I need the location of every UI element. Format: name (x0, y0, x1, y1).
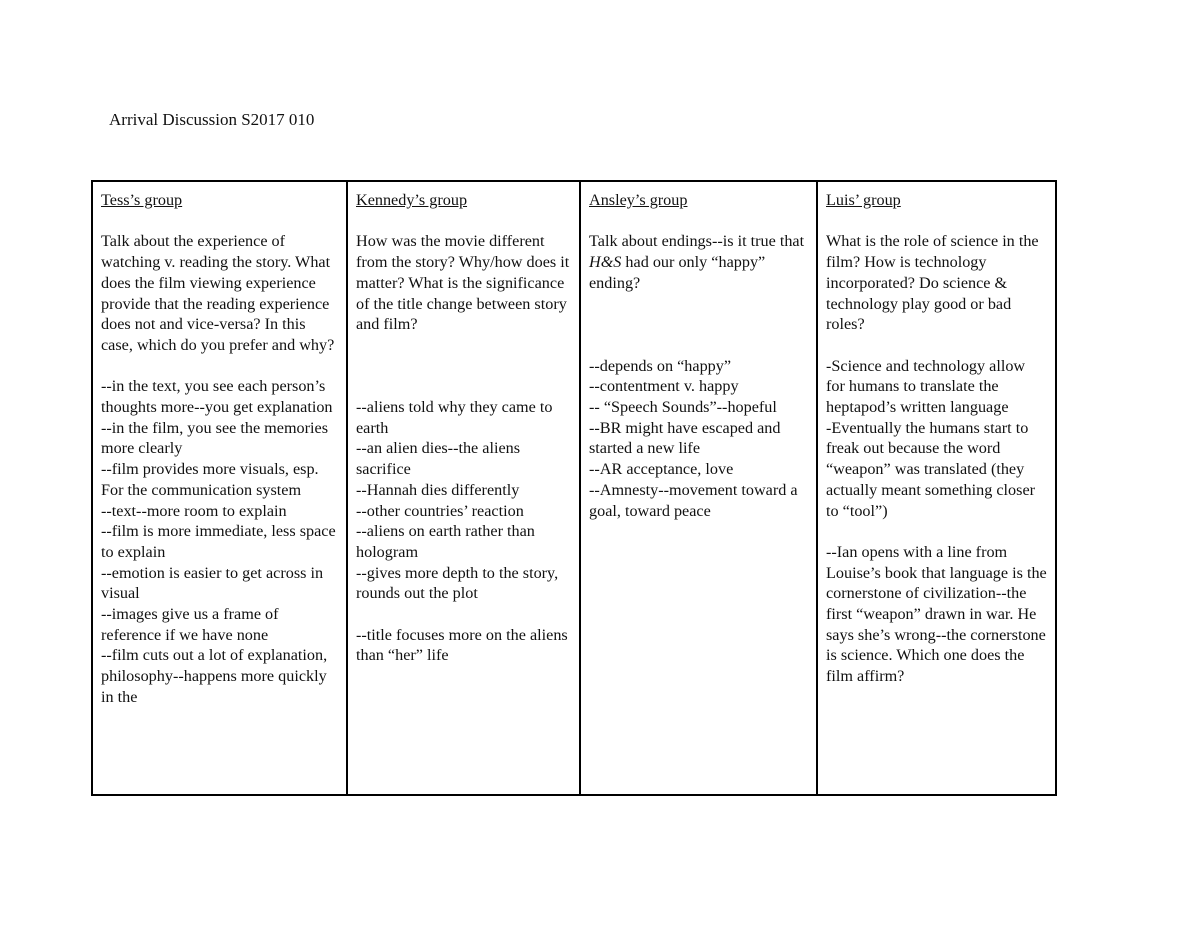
discussion-notes-secondary: --title focuses more on the aliens than “her” life (356, 625, 568, 665)
discussion-notes: --in the text, you see each person’s thoughts more--you get explanation --in the film, you see the memories more clearly --film provides more visuals, esp. For the communication system --text--more room to explain --film is more immediate, less space to explain --emotion is easier to get across in visual --images give us a frame of reference if we have none --film cuts out a lot of explanation, philosophy--happens more quickly in the (101, 377, 336, 706)
spacer (356, 335, 572, 397)
column-heading: Ansley’s group (589, 191, 688, 209)
column-kennedy-group (346, 182, 579, 794)
column-heading: Kennedy’s group (356, 191, 468, 209)
discussion-prompt: How was the movie different from the story? Why/how does it matter? What is the significance of the title change between story and film? (356, 232, 570, 334)
discussion-notes: -Science and technology allow for humans to translate the heptapod’s written language -Eventually the humans start to freak out because the word “weapon” was translated (they actually meant something closer to “tool”) (826, 356, 1036, 520)
discussion-prompt (589, 231, 809, 293)
discussion-table (91, 180, 1057, 796)
column-heading: Luis’ group (826, 191, 901, 209)
column-ansley-group (579, 182, 816, 794)
discussion-prompt: What is the role of science in the film? How is technology incorporated? Do science & technology play good or bad roles? (826, 232, 1039, 334)
discussion-prompt: Talk about the experience of watching v. reading the story. What does the film viewing experience provide that the reading experience does not and vice-versa? In this case, which do you prefer and why? (101, 232, 335, 354)
prompt-text-start: Talk about endings--is it true that (589, 232, 805, 251)
discussion-notes: --depends on “happy” --contentment v. happy -- “Speech Sounds”--hopeful --BR might have escaped and started a new life --AR acceptance, love --Amnesty--movement toward a goal, toward peace (589, 356, 798, 520)
document-title: Arrival Discussion S2017 010 (109, 110, 315, 129)
discussion-notes: --aliens told why they came to earth --an alien dies--the aliens sacrifice --Hannah dies differently --other countries’ reaction --aliens on earth rather than hologram --gives more depth to the story, rounds out the plot (356, 398, 559, 603)
spacer (826, 335, 1048, 356)
column-luis-group (816, 182, 1055, 794)
prompt-text-italic: H&S (589, 253, 622, 272)
column-heading: Tess’s group (101, 191, 183, 209)
spacer (589, 294, 809, 356)
discussion-notes-secondary: --Ian opens with a line from Louise’s book that language is the cornerstone of civilization--the first “weapon” drawn in war. He says she’s wrong--the cornerstone is science. Which one does the film affirm? (826, 542, 1047, 686)
column-tess-group (93, 182, 346, 794)
spacer (356, 604, 572, 625)
prompt-text-end: had our only “happy” ending? (589, 253, 766, 292)
spacer (826, 521, 1048, 542)
spacer (101, 356, 339, 377)
